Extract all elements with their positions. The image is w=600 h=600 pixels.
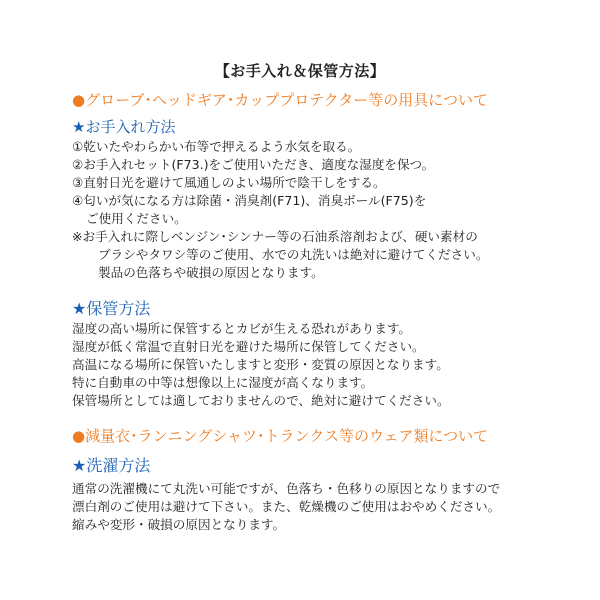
care-step-3: ③直射日光を避けて風通しのよい場所で陰干しをする。 — [72, 175, 386, 190]
storage-line-5: 保管場所としては適しておりませんので、絶対に避けてください。 — [72, 393, 450, 408]
storage-line-4: 特に自動車の中等は想像以上に湿度が高くなります。 — [72, 375, 374, 390]
care-note-line-2: ブラシやタワシ等のご使用、水での丸洗いは絶対に避けてください。 — [98, 247, 489, 262]
care-method-list — [72, 138, 542, 282]
page-title: 【お手入れ＆保管方法】 — [214, 62, 386, 80]
storage-method-list — [72, 320, 542, 410]
care-method-heading: ★お手入れ方法 — [72, 118, 176, 136]
storage-method-heading: ★保管方法 — [72, 299, 151, 318]
section-wear-heading: ●減量衣･ランニングシャツ･トランクス等のウェア類について — [72, 427, 489, 445]
washing-line-1: 通常の洗濯機にて丸洗い可能ですが、色落ち・色移りの原因となりますので — [72, 481, 501, 496]
care-step-2: ②お手入れセット(F73.)をご使用いただき、適度な湿度を保つ。 — [72, 157, 435, 172]
washing-line-2: 漂白剤のご使用は避けて下さい。また、乾燥機のご使用はおやめください。 — [72, 499, 501, 514]
care-note-line-3: 製品の色落ちや破損の原因となります。 — [98, 265, 324, 280]
washing-line-3: 縮みや変形・破損の原因となります。 — [72, 517, 286, 532]
washing-method-list — [72, 480, 542, 534]
storage-line-3: 高温になる場所に保管いたしますと変形・変質の原因となります。 — [72, 357, 449, 372]
care-step-4: ④匂いが気になる方は除菌・消臭剤(F71)、消臭ボール(F75)を — [72, 193, 427, 208]
care-note-line-1: ※お手入れに際しベンジン･シンナー等の石油系溶剤および、硬い素材の — [72, 229, 478, 244]
washing-method-heading: ★洗濯方法 — [72, 456, 151, 475]
storage-line-2: 湿度が低く常温で直射日光を避けた場所に保管してください。 — [72, 339, 425, 354]
care-step-1: ①乾いたやわらかい布等で押えるよう水気を取る。 — [72, 139, 361, 154]
storage-line-1: 湿度の高い場所に保管するとカビが生える恐れがあります。 — [72, 321, 412, 336]
section-equipment-heading: ●グローブ･ヘッドギア･カッププロテクター等の用具について — [72, 91, 488, 109]
care-step-4-continued: ご使用ください。 — [86, 211, 187, 226]
